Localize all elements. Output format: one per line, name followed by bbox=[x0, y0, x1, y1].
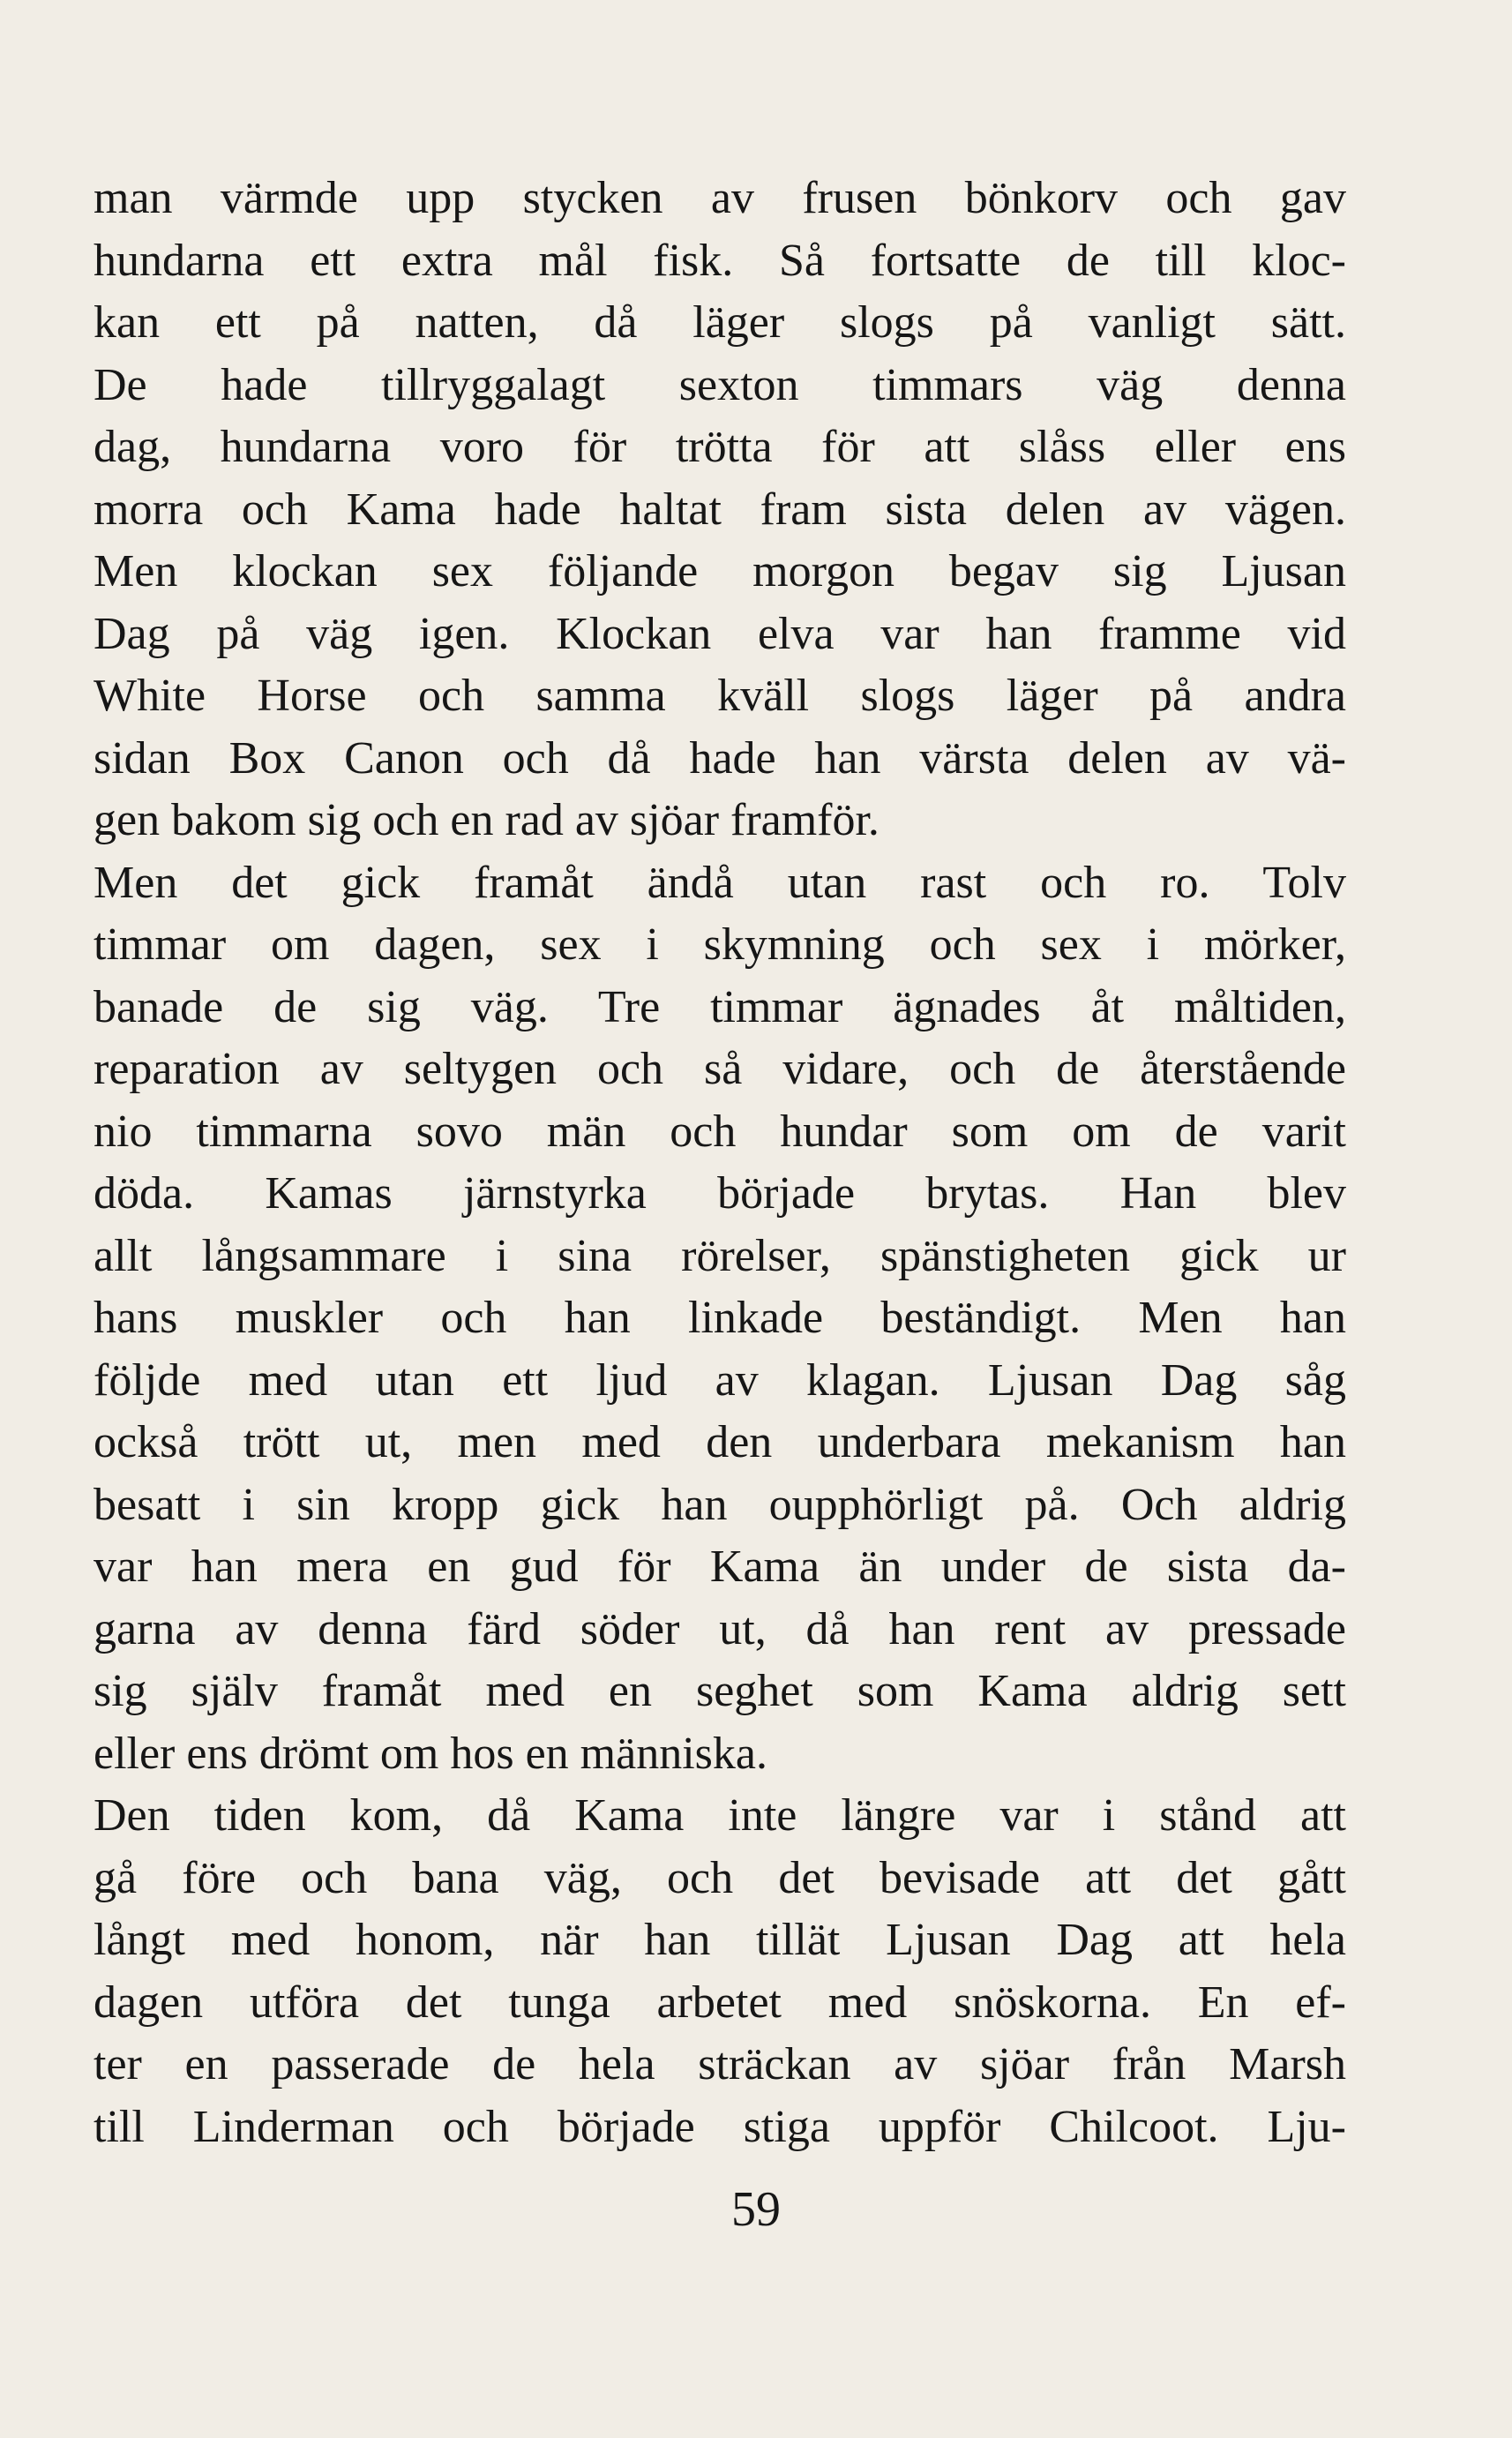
text-line: var han mera en gud för Kama än under de sista da- bbox=[94, 1542, 1346, 1592]
text-line: följde med utan ett ljud av klagan. Ljusan Dag såg bbox=[94, 1354, 1346, 1406]
text-line: Dag på väg igen. Klockan elva var han framme vid bbox=[94, 608, 1346, 659]
text-line: dag, hundarna voro för trötta för att slåss eller ens bbox=[94, 422, 1346, 472]
text-line: dagen utföra det tunga arbetet med snöskorna. En ef- bbox=[94, 1977, 1346, 2028]
text-line: döda. Kamas järnstyrka började brytas. Han blev bbox=[94, 1168, 1346, 1219]
text-line: hundarna ett extra mål fisk. Så fortsatte de till kloc- bbox=[94, 235, 1346, 286]
text-line: reparation av seltygen och så vidare, och de återstående bbox=[94, 1044, 1346, 1094]
text-line: gen bakom sig och en rad av sjöar framför. bbox=[94, 795, 880, 845]
text-line: garna av denna färd söder ut, då han rent av pressade bbox=[94, 1603, 1346, 1654]
text-line: långt med honom, när han tillät Ljusan Dag att hela bbox=[94, 1915, 1346, 1965]
text-line: man värmde upp stycken av frusen bönkorv och gav bbox=[94, 173, 1346, 223]
text-line: gå före och bana väg, och det bevisade att det gått bbox=[94, 1852, 1346, 1903]
text-line: Den tiden kom, då Kama inte längre var i stånd att bbox=[94, 1790, 1346, 1841]
text-line: till Linderman och började stiga uppför Chilcoot. Lju- bbox=[94, 2101, 1346, 2152]
text-line: Men klockan sex följande morgon begav sig Ljusan bbox=[94, 546, 1346, 596]
text-line: White Horse och samma kväll slogs läger på andra bbox=[94, 671, 1346, 721]
text-line: De hade tillryggalagt sexton timmars väg denna bbox=[94, 359, 1346, 410]
text-line: eller ens drömt om hos en människa. bbox=[94, 1728, 767, 1779]
text-line: sidan Box Canon och då hade han värsta delen av vä- bbox=[94, 732, 1346, 784]
page-number: 59 bbox=[731, 2182, 781, 2237]
text-line: Men det gick framåt ändå utan rast och ro. Tolv bbox=[94, 857, 1346, 908]
text-line: kan ett på natten, då läger slogs på vanligt sätt. bbox=[94, 297, 1346, 348]
text-line: allt långsammare i sina rörelser, spänstigheten gick ur bbox=[94, 1230, 1346, 1281]
text-line: sig själv framåt med en seghet som Kama aldrig sett bbox=[94, 1666, 1346, 1716]
text-line: också trött ut, men med den underbara mekanism han bbox=[94, 1417, 1346, 1467]
text-line: banade de sig väg. Tre timmar ägnades åt måltiden, bbox=[94, 981, 1346, 1032]
body-text bbox=[94, 168, 1346, 2158]
text-line: besatt i sin kropp gick han oupphörligt på. Och aldrig bbox=[94, 1479, 1346, 1530]
text-line: hans muskler och han linkade beständigt. Men han bbox=[94, 1293, 1346, 1343]
text-line: morra och Kama hade haltat fram sista delen av vägen. bbox=[94, 484, 1346, 535]
text-line: ter en passerade de hela sträckan av sjöar från Marsh bbox=[94, 2039, 1346, 2089]
text-line: timmar om dagen, sex i skymning och sex i mörker, bbox=[94, 919, 1346, 970]
text-line: nio timmarna sovo män och hundar som om de varit bbox=[94, 1106, 1346, 1157]
